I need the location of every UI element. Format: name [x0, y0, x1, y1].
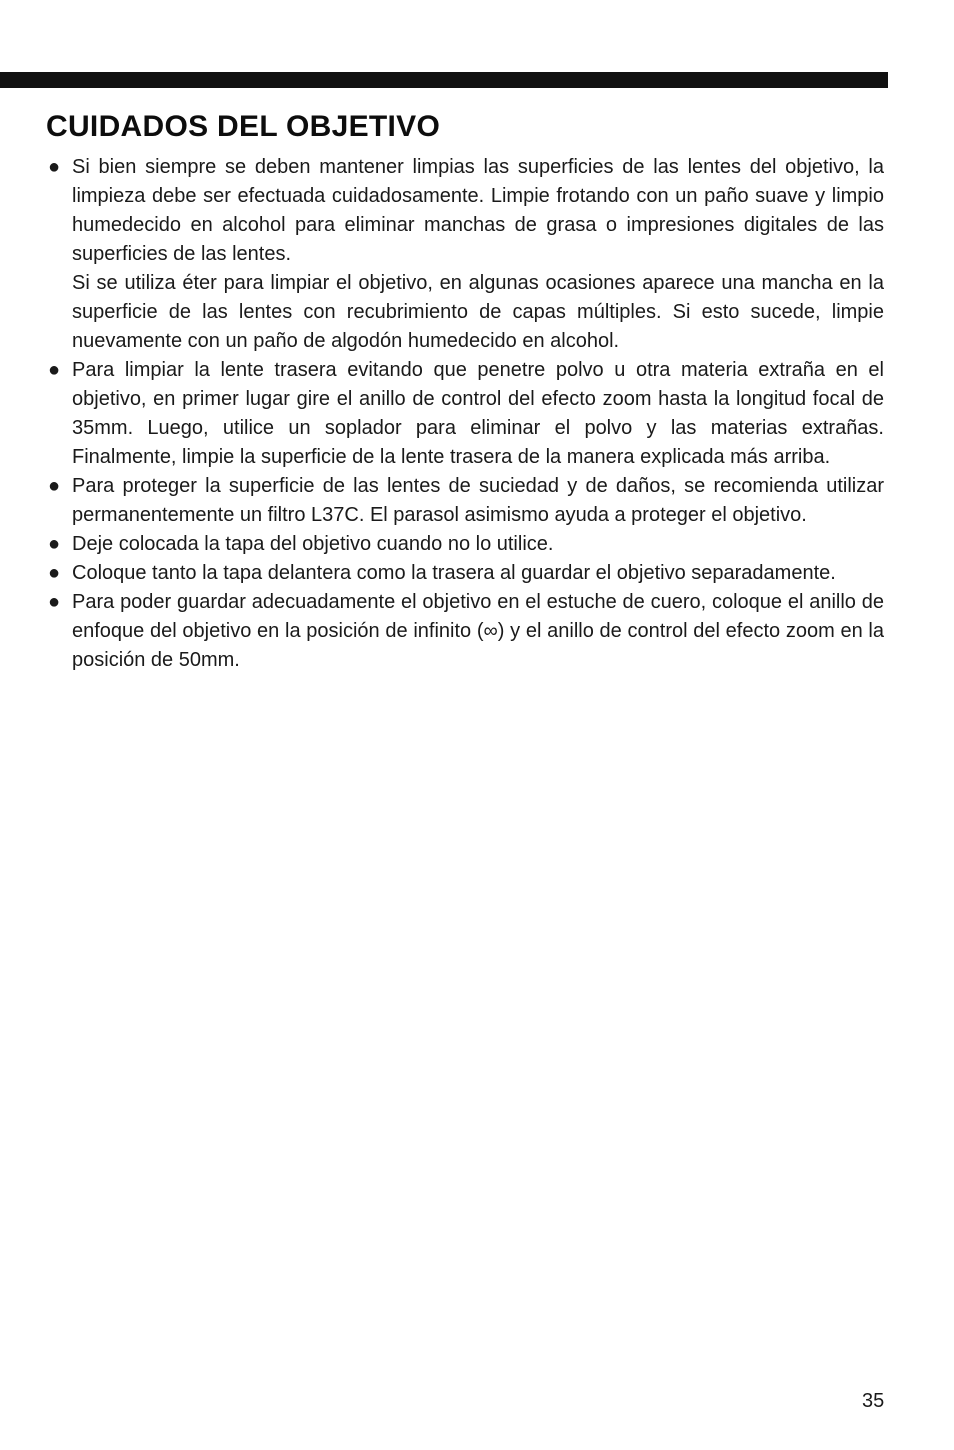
list-item — [46, 153, 884, 356]
list-item-text: Para limpiar la lente trasera evitando que penetre polvo u otra materia extraña en el objetivo, en primer lugar gire el anillo de control del efecto zoom hasta la longitud focal de 35mm. Luego, utilice un soplador para eliminar el polvo y las materias extrañas. Finalmente, limpie la superficie de la lente trasera de la manera explicada más arriba. — [72, 359, 884, 468]
list-item-text: Si bien siempre se deben mantener limpias las superficies de las lentes del objetivo, la limpieza debe ser efectuada cuidadosamente. Limpie frotando con un paño suave y limpio humedecido en alcohol para eliminar manchas de grasa o impresiones digitales de las superficies de las lentes. — [72, 156, 884, 265]
list-item-text: Para proteger la superficie de las lentes de suciedad y de daños, se recomienda utilizar permanentemente un filtro L37C. El parasol asimismo ayuda a proteger el objetivo. — [72, 475, 884, 526]
list-item-text: Coloque tanto la tapa delantera como la trasera al guardar el objetivo separadamente. — [72, 562, 836, 584]
list-item — [46, 588, 884, 675]
bullet-icon: ● — [47, 475, 61, 497]
list-item-text: Deje colocada la tapa del objetivo cuando no lo utilice. — [72, 533, 554, 555]
bullet-icon: ● — [47, 156, 61, 178]
bullet-icon: ● — [47, 359, 61, 381]
list-item — [46, 530, 884, 559]
list-item-text: Si se utiliza éter para limpiar el objetivo, en algunas ocasiones aparece una mancha en la superficie de las lentes con recubrimiento de capas múltiples. Si esto sucede, limpie nuevamente con un paño de algodón humedecido en alcohol. — [72, 272, 884, 352]
bullet-icon: ● — [47, 591, 61, 613]
page-title: CUIDADOS DEL OBJETIVO — [46, 110, 441, 143]
bullet-icon: ● — [47, 562, 61, 584]
list-item — [46, 472, 884, 530]
page-number: 35 — [862, 1390, 885, 1412]
header-rule — [0, 72, 888, 88]
list-item — [46, 559, 884, 588]
bullet-list — [46, 153, 884, 675]
list-item-text: Para poder guardar adecuadamente el objetivo en el estuche de cuero, coloque el anillo de enfoque del objetivo en la posición de infinito (∞) y el anillo de control del efecto zoom en la posición de 50mm. — [72, 591, 884, 671]
list-item — [46, 356, 884, 472]
bullet-icon: ● — [47, 533, 61, 555]
